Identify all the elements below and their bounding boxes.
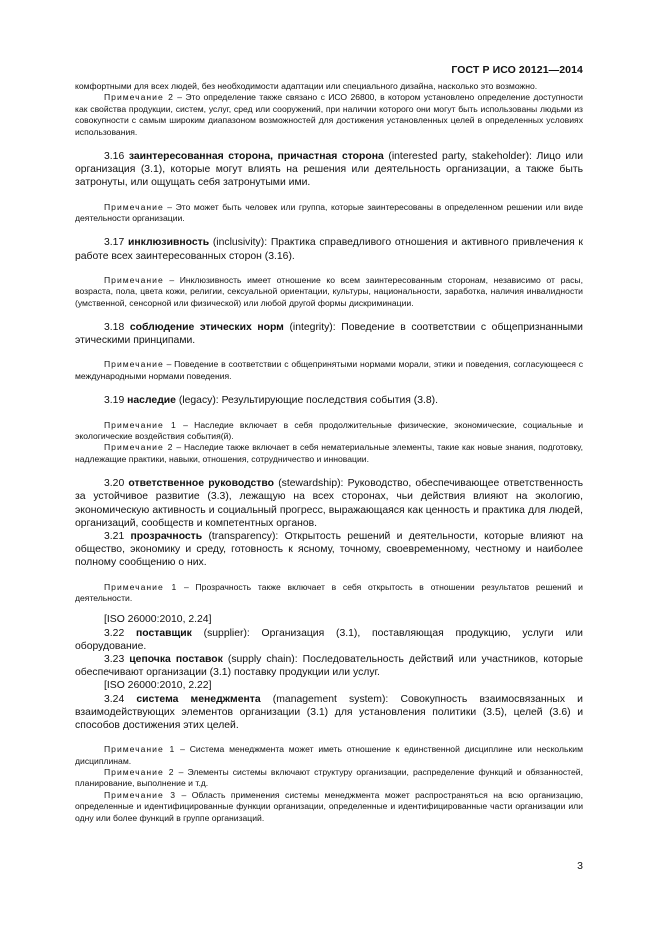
note-text: – Наследие также включает в себя нематериальные элементы, такие как новые знания, подготовку, надлежащие практики, навыки, отношения, сотрудничество и инновации. [75, 442, 583, 464]
note-3-24-1 [75, 744, 583, 767]
term-3-23 [75, 653, 583, 679]
reference-3-21: [ISO 26000:2010, 2.24] [104, 614, 212, 626]
term-number: 3.23 [104, 653, 130, 665]
term-definition: (interested party, stakeholder): Лицо или организация (3.1), которые могут влиять на решения или деятельность организации, а также быть затронуты, или ощущать себя затронутыми ими. [75, 151, 583, 189]
note-label: Примечание 2 [104, 767, 175, 777]
note-3-21-1 [75, 582, 583, 605]
note-text: – Наследие включает в себя продолжительные физические, экономические, социальные и экологические воздействия события(й). [75, 419, 583, 441]
note-label: Примечание 1 [104, 744, 176, 755]
term-definition: (supplier): Организация (3.1), поставляющая продукцию, услуги или оборудование. [75, 627, 583, 652]
document-header: ГОСТ Р ИСО 20121—2014 [451, 64, 583, 76]
term-name: цепочка поставок [129, 653, 223, 665]
term-definition: (management system): Совокупность взаимосвязанных и взаимодействующих элементов организации (3.1) для установления политики (3.5), целей (3.6) и способов достижения этих целей. [75, 693, 583, 731]
term-number: 3.18 [104, 322, 130, 334]
term-name: соблюдение этических норм [129, 322, 284, 334]
note-label: Примечание [104, 359, 164, 370]
note-text: – Это определение также связано с ИСО 26800, в котором установлено определение доступности как свойства продукции, систем, услуг, сред или сооружений, при наличии которого они могут быть использованы людьми из совокупности с самым широким диапазоном возможностей для достижения установленных целей в определенных условиях использования. [75, 92, 583, 137]
note-label: Примечание 3 [104, 789, 176, 800]
term-name: система менеджмента [136, 693, 261, 705]
note-text: – Область применения системы менеджмента может распространяться на всю организацию, определенные и идентифицированные функции организации, определенные и идентифицированные части организации или одну или более функций в группе организаций. [75, 789, 583, 823]
note-3-24-3 [75, 790, 583, 824]
term-definition: (inclusivity): Практика справедливого отношения и активного привлечения к работе всех заинтересованных сторон (3.16). [75, 237, 583, 262]
term-3-18 [75, 321, 583, 347]
term-3-20 [75, 477, 583, 530]
document-body [75, 81, 583, 824]
note-label: Примечание [104, 274, 164, 285]
note-text: – Прозрачность также включает в себя открытость в отношении результатов решений и деятельности. [75, 581, 583, 603]
term-number: 3.20 [104, 478, 129, 490]
term-3-22 [75, 627, 583, 653]
term-definition: (stewardship): Руководство, обеспечивающее ответственность за устойчивое развитие (3.3), лежащую на всех сторонах, чьи действия влияют на экологию, экономическую активность и социальный прогресс, выражающаяся как ценность и практика для людей, организаций, сообществ и компетентных органов. [75, 478, 583, 529]
term-number: 3.19 [104, 395, 128, 407]
term-definition: (integrity): Поведение в соответствии с общепризнанными этическими принципами. [75, 322, 583, 347]
term-3-16 [75, 150, 583, 190]
term-number: 3.21 [104, 530, 131, 542]
note-text: – Инклюзивность имеет отношение ко всем заинтересованным сторонам, независимо от расы, возраста, пола, цвета кожи, религии, сексуальной ориентации, культуры, национальности, заработка, наличия инвалидности (умственной, сенсорной или физической) или любой другой формы дискриминации. [75, 274, 583, 308]
note-3-17 [75, 275, 583, 309]
note-3-24-2 [75, 767, 583, 790]
note-text: – Это может быть человек или группа, которые заинтересованы в определенном решении или виде деятельности организации. [75, 201, 583, 224]
term-3-24 [75, 693, 583, 733]
note-accessibility-2 [75, 92, 583, 138]
note-3-19-2 [75, 442, 583, 465]
term-definition: (supply chain): Последовательность действий или участников, которые обеспечивают организации (3.1) поставку продукции или услуг. [75, 653, 583, 679]
term-number: 3.24 [104, 693, 137, 705]
note-text: – Элементы системы включают структуру организации, распределение функций и обязанностей, планирование, выполнение и т.д. [75, 767, 583, 789]
term-number: 3.17 [104, 237, 128, 249]
term-definition: (legacy): Результирующие последствия события (3.8). [175, 395, 439, 407]
term-3-17 [75, 236, 583, 262]
term-definition: (transparency): Открытость решений и деятельности, которые влияют на общество, экономику и среду, готовность к ясному, точному, своевременному, честному и наиболее полному сообщению о них. [75, 530, 583, 569]
term-3-21 [75, 530, 583, 570]
term-name: поставщик [135, 627, 192, 639]
note-label: Примечание 1 [104, 581, 178, 592]
note-text: – Система менеджмента может иметь отношение к единственной дисциплине или нескольким дисциплинам. [75, 744, 583, 766]
note-3-19-1 [75, 420, 583, 443]
term-number: 3.22 [104, 627, 136, 639]
term-number: 3.16 [104, 151, 129, 163]
continued-note-text: комфортными для всех людей, без необходимости адаптации или специального дизайна, насколько это возможно. [75, 81, 538, 91]
note-label: Примечание 2 [104, 92, 174, 103]
reference-3-23: [ISO 26000:2010, 2.22] [104, 680, 212, 692]
page-number: 3 [577, 860, 583, 872]
term-name: заинтересованная сторона, причастная сторона [128, 151, 384, 163]
term-name: ответственное руководство [128, 478, 274, 490]
note-3-16 [75, 202, 583, 225]
note-label: Примечание 2 [104, 442, 174, 453]
term-3-19 [75, 394, 583, 407]
note-label: Примечание [104, 201, 164, 212]
note-text: – Поведение в соответствии с общепринятыми нормами морали, этики и поведения, согласующееся с международными нормами поведения. [75, 359, 583, 381]
term-name: прозрачность [130, 530, 203, 542]
note-3-18 [75, 359, 583, 382]
note-label: Примечание 1 [104, 419, 177, 430]
term-name: наследие [127, 395, 176, 407]
term-name: инклюзивность [127, 237, 210, 249]
